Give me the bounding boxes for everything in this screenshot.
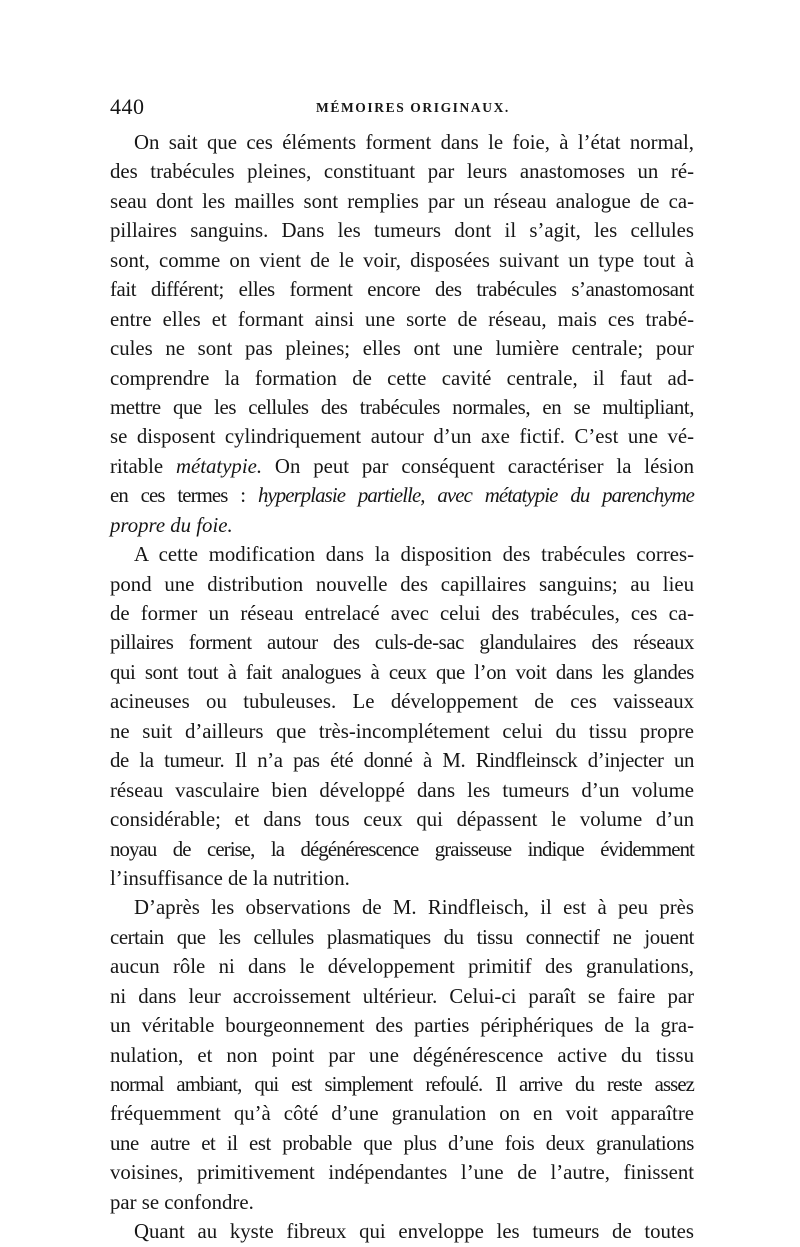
text-line: On sait que ces éléments forment dans le foie, à l’état normal, bbox=[134, 131, 694, 154]
text-line: réseau vasculaire bien développé dans les tumeurs d’un volume bbox=[110, 778, 694, 802]
text-line: comprendre la formation de cette cavité centrale, il faut ad- bbox=[110, 366, 694, 390]
body-text bbox=[110, 128, 694, 1247]
text-segment: On peut par conséquent caractériser la lésion bbox=[262, 454, 694, 478]
text-line: seau dont les mailles sont remplies par un réseau analogue de ca- bbox=[110, 189, 694, 213]
text-line: un véritable bourgeonnement des parties périphériques de la gra- bbox=[110, 1014, 694, 1038]
text-line: Quant au kyste fibreux qui enveloppe les tumeurs de toutes bbox=[134, 1220, 694, 1244]
text-line: mettre que les cellules des trabécules normales, en se multipliant, bbox=[110, 395, 694, 419]
text-line: ne suit d’ailleurs que très-incomplétement celui du tissu propre bbox=[110, 719, 694, 743]
paragraph-3 bbox=[110, 893, 694, 1217]
paragraph-4 bbox=[110, 1217, 694, 1246]
page-number: 440 bbox=[110, 94, 145, 119]
text-line bbox=[110, 481, 694, 510]
running-head bbox=[110, 94, 692, 124]
italic-term: métatypie. bbox=[176, 454, 263, 478]
text-line: pillaires sanguins. Dans les tumeurs dont il s’agit, les cellules bbox=[110, 219, 694, 243]
text-segment: ritable bbox=[110, 454, 176, 478]
text-segment: en ces termes : bbox=[110, 484, 258, 508]
text-line: normal ambiant, qui est simplement refoulé. Il arrive du reste assez bbox=[110, 1073, 694, 1096]
text-line: fréquemment qu’à côté d’une granulation on en voit apparaître bbox=[110, 1102, 694, 1126]
text-line: voisines, primitivement indépendantes l’une de l’autre, finissent bbox=[110, 1161, 694, 1185]
text-line: ni dans leur accroissement ultérieur. Celui-ci paraît se faire par bbox=[110, 984, 694, 1008]
text-line: aucun rôle ni dans le développement primitif des granulations, bbox=[110, 955, 694, 979]
text-line: des trabécules pleines, constituant par leurs anastomoses un ré- bbox=[110, 160, 694, 184]
text-line: se disposent cylindriquement autour d’un axe fictif. C’est une vé- bbox=[110, 425, 694, 449]
running-title: MÉMOIRES ORIGINAUX. bbox=[316, 100, 510, 115]
text-line: par se confondre. bbox=[110, 1190, 254, 1214]
text-line bbox=[110, 452, 694, 481]
text-line: fait différent; elles forment encore des trabécules s’anastomosant bbox=[110, 278, 694, 302]
italic-term: hyperplasie partielle, avec métatypie du parenchyme bbox=[257, 484, 695, 508]
text-line: de former un réseau entrelacé avec celui des trabécules, ces ca- bbox=[110, 602, 694, 625]
text-line: nulation, et non point par une dégénérescence active du tissu bbox=[110, 1043, 694, 1067]
text-line: pond une distribution nouvelle des capillaires sanguins; au lieu bbox=[110, 572, 694, 596]
text-line: noyau de cerise, la dégénérescence graisseuse indique évidemment bbox=[110, 837, 694, 861]
text-line: sont, comme on vient de le voir, disposées suivant un type tout à bbox=[110, 248, 694, 272]
text-line: qui sont tout à fait analogues à ceux que l’on voit dans les glandes bbox=[110, 660, 694, 684]
text-line: certain que les cellules plasmatiques du tissu connectif ne jouent bbox=[110, 925, 694, 949]
text-line: cules ne sont pas pleines; elles ont une lumière centrale; pour bbox=[110, 337, 694, 361]
paragraph-2 bbox=[110, 540, 694, 893]
text-line: acineuses ou tubuleuses. Le développement de ces vaisseaux bbox=[110, 690, 694, 714]
text-line: l’insuffisance de la nutrition. bbox=[110, 866, 350, 890]
italic-term: propre du foie. bbox=[110, 513, 233, 537]
text-line: de la tumeur. Il n’a pas été donné à M. Rindfleinsck d’injecter un bbox=[110, 749, 694, 773]
text-line: entre elles et formant ainsi une sorte de réseau, mais ces trabé- bbox=[110, 307, 694, 331]
text-line: considérable; et dans tous ceux qui dépassent le volume d’un bbox=[110, 808, 694, 832]
text-line: pillaires forment autour des culs-de-sac glandulaires des réseaux bbox=[110, 631, 694, 655]
text-line: une autre et il est probable que plus d’une fois deux granulations bbox=[110, 1131, 694, 1155]
paragraph-1 bbox=[110, 128, 694, 540]
text-line: D’après les observations de M. Rindfleisch, il est à peu près bbox=[134, 896, 694, 920]
text-line bbox=[110, 511, 694, 540]
text-line: A cette modification dans la disposition des trabécules corres- bbox=[134, 543, 694, 567]
